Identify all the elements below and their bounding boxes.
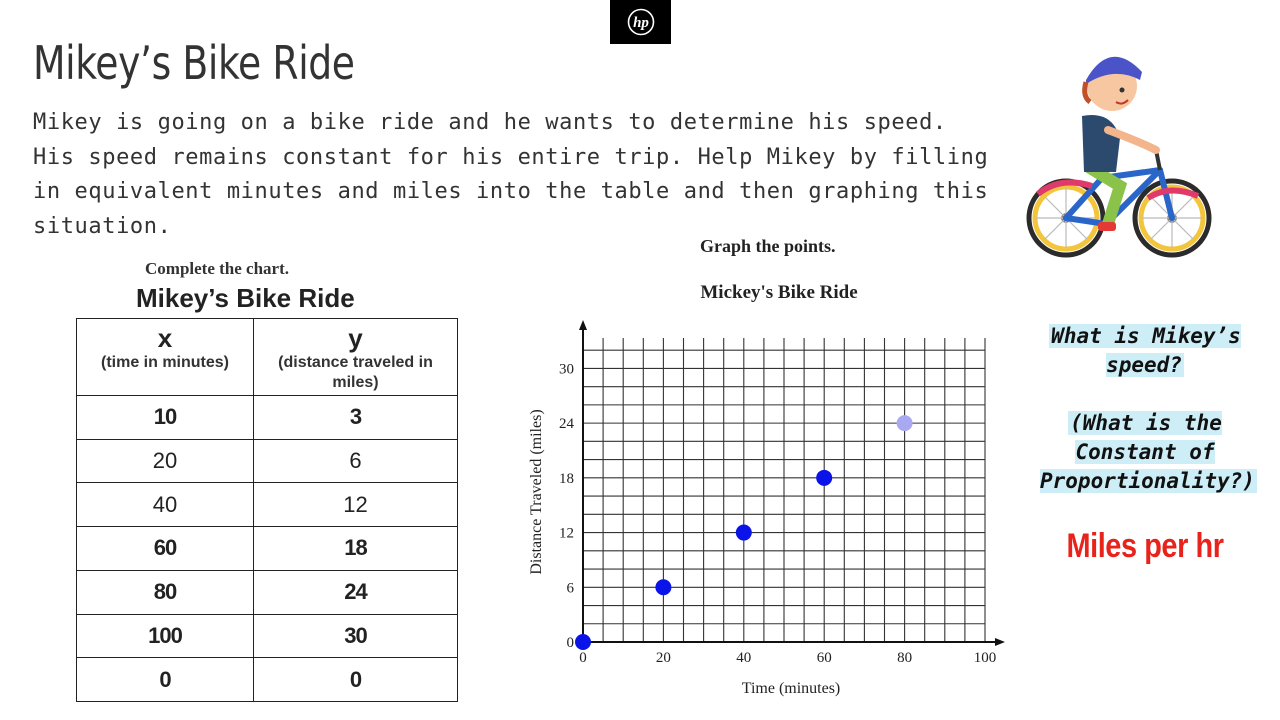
table-cell-y[interactable]: 12 xyxy=(254,483,458,527)
question-speed-text: What is Mikey’s speed? xyxy=(1051,324,1241,377)
header-x xyxy=(77,319,254,396)
table-cell-y[interactable]: 18 xyxy=(254,527,458,571)
table-cell-y[interactable]: 24 xyxy=(254,570,458,614)
y-tick-label: 12 xyxy=(559,525,574,542)
x-tick-label: 60 xyxy=(816,650,832,666)
table-row xyxy=(77,658,458,702)
table-cell-x[interactable]: 80 xyxy=(77,570,254,614)
table-row xyxy=(77,396,458,440)
table-cell-x[interactable]: 100 xyxy=(77,614,254,658)
header-y xyxy=(254,319,458,396)
data-table xyxy=(76,318,458,702)
question-speed xyxy=(1040,322,1250,380)
data-point xyxy=(655,579,671,595)
table-row xyxy=(77,527,458,571)
y-tick-label: 0 xyxy=(566,635,574,651)
header-y-var: y xyxy=(348,323,363,353)
table-title: Mikey’s Bike Ride xyxy=(136,283,355,313)
table-cell-x[interactable]: 60 xyxy=(77,527,254,571)
y-axis-label: Distance Traveled (miles) xyxy=(528,409,545,575)
data-point xyxy=(897,415,913,431)
svg-text:hp: hp xyxy=(632,15,649,31)
table-row xyxy=(77,483,458,527)
table-row xyxy=(77,614,458,658)
x-tick-label: 20 xyxy=(655,650,671,666)
graph-instruction: Graph the points. xyxy=(700,236,836,256)
y-tick-label: 24 xyxy=(559,416,574,433)
header-x-var: x xyxy=(157,323,173,353)
table-cell-x[interactable]: 10 xyxy=(77,396,254,440)
distance-time-chart xyxy=(515,270,1015,710)
x-tick-label: 0 xyxy=(579,650,587,666)
chart-title: Mickey's Bike Ride xyxy=(700,282,858,303)
table-cell-x[interactable]: 20 xyxy=(77,439,254,483)
table-cell-x[interactable]: 40 xyxy=(77,483,254,527)
hp-logo-icon xyxy=(610,0,671,44)
y-tick-label: 30 xyxy=(559,361,574,378)
table-row xyxy=(77,439,458,483)
data-point xyxy=(816,470,832,486)
intro-text: Mikey is going on a bike ride and he wants to determine his speed. His speed remains constant for his entire trip. Help Mikey by filling in equivalent minutes and miles into the table and then graphing this situation. xyxy=(33,110,989,239)
child-on-bicycle-icon xyxy=(1020,38,1220,260)
data-point xyxy=(575,634,591,650)
table-cell-x[interactable]: 0 xyxy=(77,658,254,702)
y-tick-label: 18 xyxy=(559,470,574,487)
page-title: Mikey’s Bike Ride xyxy=(33,36,355,90)
table-cell-y[interactable]: 30 xyxy=(254,614,458,658)
y-tick-label: 6 xyxy=(566,580,574,597)
question-constant-text: (What is the Constant of Proportionality?) xyxy=(1040,411,1255,493)
chart-grid xyxy=(583,338,985,642)
header-x-desc: (time in minutes) xyxy=(100,354,229,371)
question-constant xyxy=(1040,409,1255,496)
table-row xyxy=(77,570,458,614)
table-cell-y[interactable]: 6 xyxy=(254,439,458,483)
header-y-desc: (distance traveled in miles) xyxy=(278,354,433,391)
answer-text: Miles per hr xyxy=(1066,527,1224,565)
x-axis-label: Time (minutes) xyxy=(741,680,841,697)
x-tick-label: 40 xyxy=(736,650,752,666)
x-tick-label: 80 xyxy=(897,650,913,666)
table-instruction: Complete the chart. xyxy=(145,259,289,278)
table-cell-y[interactable]: 3 xyxy=(254,396,458,440)
chart-ticks xyxy=(559,361,996,666)
table-cell-y[interactable]: 0 xyxy=(254,658,458,702)
x-axis-arrow xyxy=(995,638,1005,646)
data-point xyxy=(736,525,752,541)
y-axis-arrow xyxy=(579,320,587,330)
x-tick-label: 100 xyxy=(973,650,997,666)
